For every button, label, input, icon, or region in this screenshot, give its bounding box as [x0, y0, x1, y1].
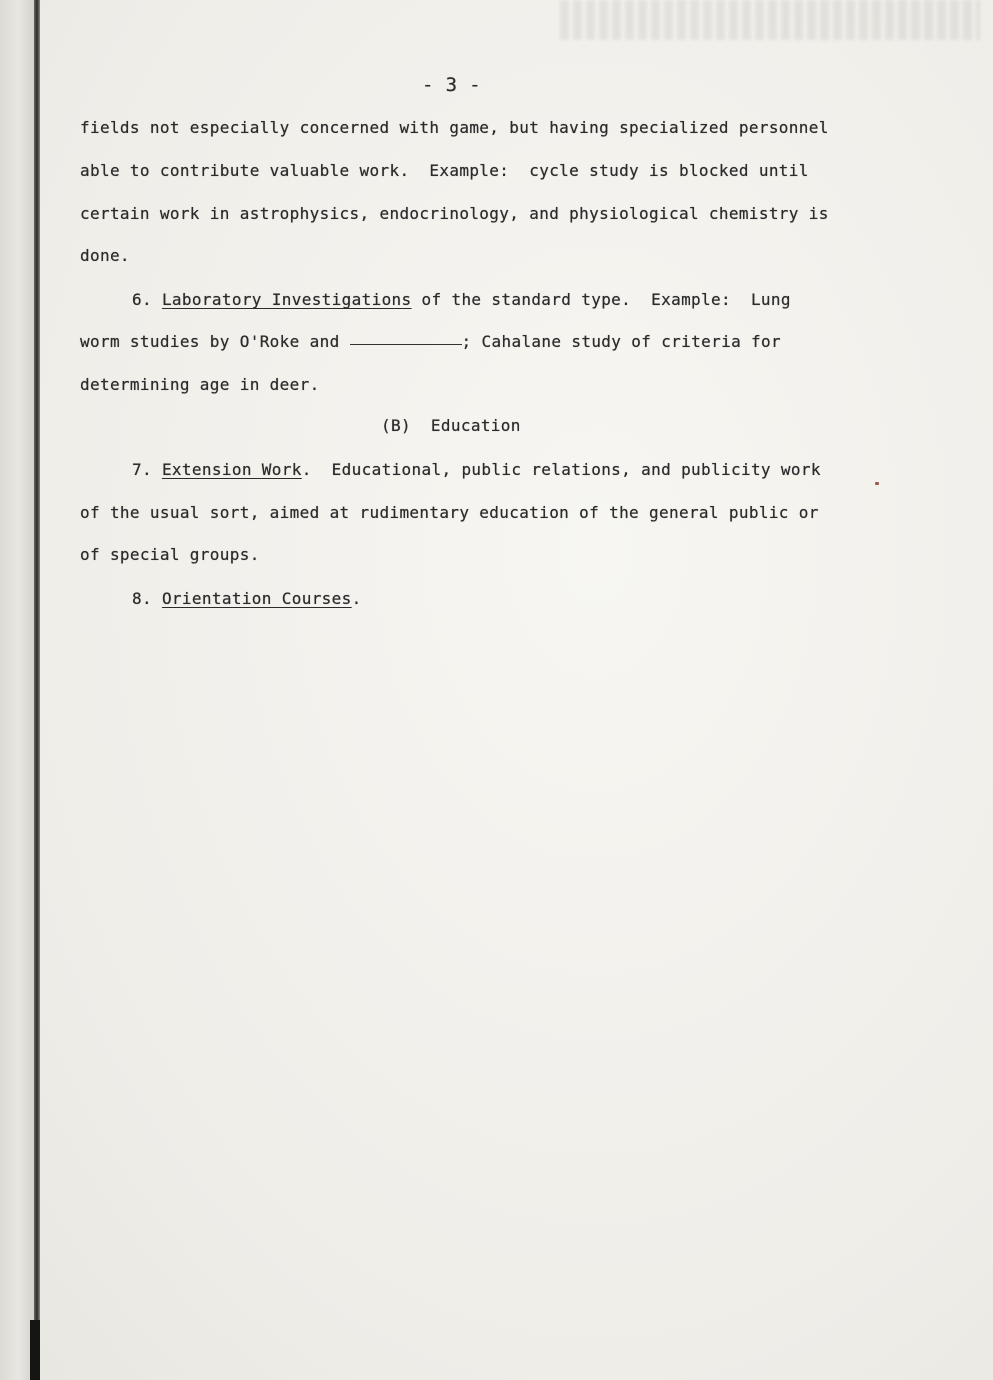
item-title: Extension Work [161, 460, 302, 479]
binding-edge [0, 0, 34, 1380]
binding-spine [34, 0, 40, 1380]
item-title: Orientation Courses [161, 589, 352, 608]
item-6-line-2 [80, 332, 781, 351]
section-heading: (B) Education [381, 416, 521, 435]
item-text: ; Cahalane study of criteria for [461, 332, 781, 351]
item-7-line-1 [132, 460, 821, 479]
blank-line [350, 344, 462, 345]
paragraph-line: done. [80, 246, 130, 265]
item-7-line-3: of special groups. [80, 545, 260, 564]
bleed-through-text [560, 0, 980, 40]
item-text: of the standard type. Example: Lung [411, 290, 791, 309]
paragraph-line: certain work in astrophysics, endocrinology, and physiological chemistry is [80, 204, 829, 223]
paragraph-line: able to contribute valuable work. Example: cycle study is blocked until [80, 161, 809, 180]
item-number: 6. [132, 290, 152, 309]
page-number: - 3 - [422, 74, 481, 96]
item-text: worm studies by O'Roke and [80, 332, 350, 351]
item-text: . Educational, public relations, and publicity work [301, 460, 821, 479]
item-8-line-1 [132, 589, 362, 608]
ink-mark [875, 482, 879, 485]
item-6-line-3: determining age in deer. [80, 375, 320, 394]
item-number: 8. [132, 589, 152, 608]
binding-shadow [30, 1320, 40, 1380]
item-7-line-2: of the usual sort, aimed at rudimentary education of the general public or [80, 503, 819, 522]
item-text: . [351, 589, 362, 608]
paragraph-line: fields not especially concerned with game, but having specialized personnel [80, 118, 829, 137]
item-6-line-1 [132, 290, 791, 309]
item-title: Laboratory Investigations [161, 290, 412, 309]
item-number: 7. [132, 460, 152, 479]
